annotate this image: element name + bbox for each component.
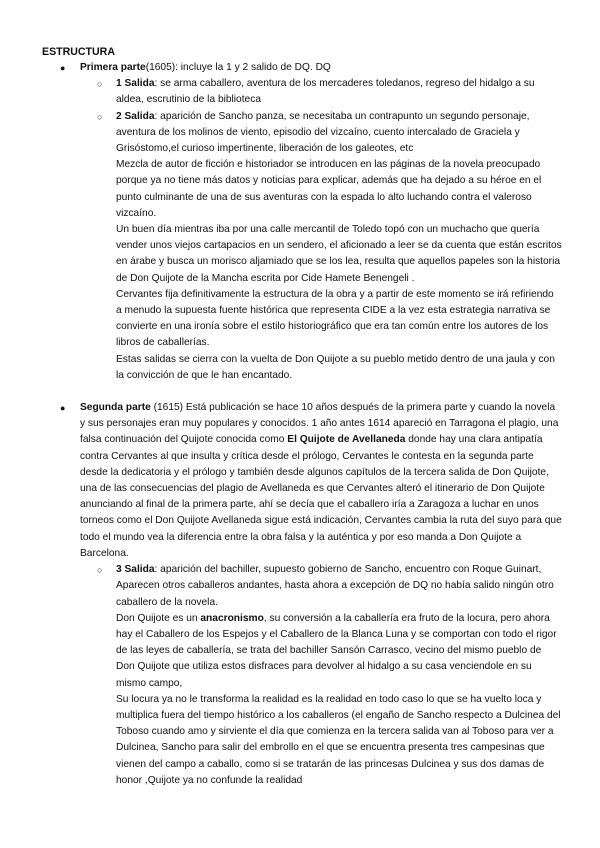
salida-3-text: : aparición del bachiller, supuesto gobierno de Sancho, encuentro con Roque Guinart, Aparecen otros caballeros andantes, hasta ahora a excepción de DQ no había salido ningún otro caballero de la novela. — [116, 564, 554, 608]
paragraph: Estas salidas se cierra con la vuelta de Don Quijote a su pueblo metido dentro de una jaula y con la convicción de que le han encantado. — [116, 353, 555, 381]
text: , su conversión a la caballería era fruto de la locura, pero ahora hay el Caballero de los Espejos y el Caballero de la Blanca Luna y se comportan con todo el rigor de las leyes de caballería, se trata del bachiller Sansón Carrasco, vecino del mismo pueblo de Don Quijote que utiliza estos disfraces para devolver al hidalgo a su casa venciendole en su mismo campo, — [116, 612, 557, 689]
section-title: ESTRUCTURA — [42, 46, 115, 58]
spacer — [42, 384, 562, 400]
salida-1-text: : se arma caballero, aventura de los mercaderes toledanos, regreso del hidalgo a su aldea, escrutinio de la biblioteca — [116, 78, 535, 106]
list-item-primera-parte — [42, 60, 562, 76]
paragraph: Su locura ya no le transforma la realidad es la realidad en todo caso lo que se ha vuelto loca y multiplica fuera del tiempo histórico a los caballeros (el engaño de Sancho respecto a Dulcinea del Toboso cuando amo y sirviente el día que comienza en la tercera salida van al Toboso para ver a Dulcinea, Sancho para salir del embrollo en el que se encuentra presenta tres campesinas que vienen del campo a caballo, como si se tratarán de las princesas Dulcinea y sus dos damas de honor ,Quijote ya no confunde la realidad — [116, 693, 561, 786]
primera-parte-text: (1605): incluye la 1 y 2 salido de DQ. DQ — [145, 62, 331, 73]
bullet-circle-icon: ○ — [97, 565, 103, 576]
salida-2-text: : aparición de Sancho panza, se necesitaba un contrapunto un segundo personaje, aventura de los molinos de viento, episodio del vizcaíno, cuento intercalado de Graciela y Grisóstomo,el curioso impertinente, liberación de los galeotes, etc — [116, 110, 530, 155]
segunda-parte-text-a: (1615) Está publicación se hace 10 años después de la primera parte y cuando la novela y sus personajes eran muy populares y conocidos. 1 año antes 1614 apareció en Tarragona el plagio, una falsa continuación del Quijote conocida como — [80, 402, 559, 446]
document-body — [42, 44, 562, 789]
text: Don Quijote es un — [116, 612, 201, 624]
list-item-segunda-parte — [42, 400, 562, 562]
bullet-circle-icon: ○ — [97, 79, 103, 90]
paragraph — [42, 611, 562, 692]
quijote-avellaneda: El Quijote de Avellaneda — [287, 434, 406, 446]
bullet-disc-icon: ● — [60, 63, 66, 73]
salida-2-label: 2 Salida — [116, 110, 155, 122]
salida-1-label: 1 Salida — [116, 78, 155, 90]
salida-3-label: 3 Salida — [116, 564, 155, 576]
anacronismo: anacronismo — [200, 612, 264, 624]
primera-parte-label: Primera parte — [80, 62, 146, 73]
paragraph: Cervantes fija definitivamente la estructura de la obra y a partir de este momento se irá refiriendo a menudo la supuesta fuente histórica que representa CIDE a la vez esta estrategia narrativa se convierte en una ironía sobre el estilo historiográfico que era tan común entre los autores de los libros de caballerías. — [116, 288, 554, 349]
segunda-parte-text-b: donde hay una clara antipatía contra Cervantes al que insulta y crítica desde el prólogo, Cervantes le contesta en la segunda parte desde la dedicatoria y el prólogo y también desde algunos capítulos de la tercera salida de Don Quijote, una de las consecuencias del plagio de Avellaneda es que Cervantes alteró el itinerario de Don Quijote anunciando al final de la primera parte, ahí se decía que el caballero iría a Zaragoza a luchar en unos torneos como el Don Quijote Avellaneda sigue está indicación, Cervantes cambia la ruta del suyo para que todo el mundo vea la diferencia entre la obra falsa y la auténtica y por eso manda a Don Quijote a Barcelona. — [80, 434, 562, 559]
list-item-salida-1 — [42, 76, 562, 108]
list-item-salida-2 — [42, 109, 562, 158]
list-item-salida-3 — [42, 562, 562, 611]
paragraph: Mezcla de autor de ficción e historiador se introducen en las páginas de la novela preocupado porque ya no tiene más datos y noticias para explicar, además que ha dejado a su héroe en el punto culminante de una de sus aventuras con la espada lo alto luchando contra el valeroso vizcaíno. — [116, 159, 542, 219]
bullet-disc-icon: ● — [60, 403, 66, 414]
bullet-circle-icon: ○ — [97, 111, 103, 122]
paragraph: Un buen día mientras iba por una calle mercantil de Toledo topó con un muchacho que quería vender unos viejos cartapacios en un sendero, el aficionado a leer se da cuenta que están escritos en árabe y busca un morisco aljamiado que se los lea, resulta que aquellos papeles son la historia de Don Quijote de la Mancha escrita por Cide Hamete Benengeli . — [116, 224, 562, 284]
segunda-parte-label: Segunda parte — [80, 402, 151, 414]
